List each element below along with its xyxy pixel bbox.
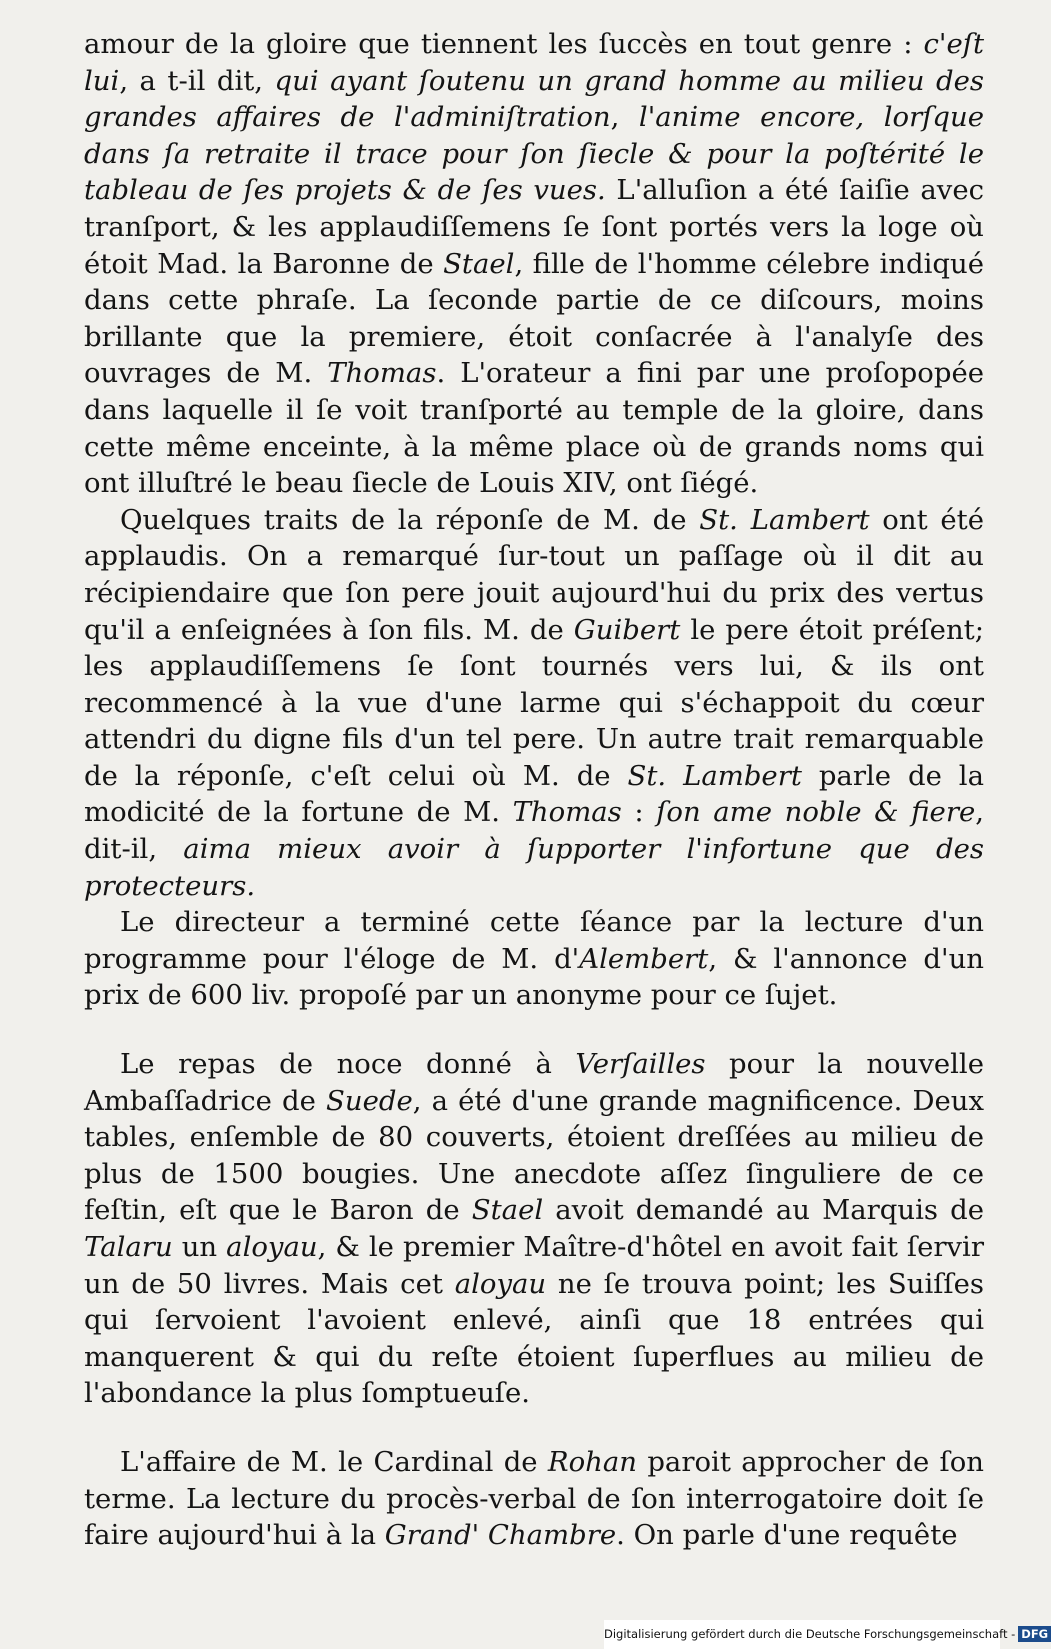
- paragraph-1: amour de la gloire que tiennent les ſuccès en tout genre : c'eſt lui, a t-il dit, qui ayant ſoutenu un grand homme au milieu des grandes affaires de l'adminiſtration, l'anime encore, lorſque dans ſa retraite il trace pour ſon ſiecle & pour la poſtérité le tableau de ſes projets & de ſes vues. L'alluſion a été ſaiſie avec tranſport, & les applaudiſſemens ſe ſont portés vers la loge où étoit Mad. la Baronne de Stael, fille de l'homme célebre indiqué dans cette phraſe. La ſeconde partie de ce diſcours, moins brillante que la premiere, étoit conſacrée à l'analyſe des ouvrages de M. Thomas. L'orateur a fini par une proſopopée dans laquelle il ſe voit tranſporté au temple de la gloire, dans cette même enceinte, à la même place où de grands noms qui ont illuſtré le beau ſiecle de Louis XIV, ont ſiégé.: [84, 28, 984, 500]
- digitization-footer: [604, 1620, 1049, 1649]
- paragraph-3: Le directeur a terminé cette ſéance par la lecture d'un programme pour l'éloge de M. d'Alembert, & l'annonce d'un prix de 600 liv. propoſé par un anonyme pour ce ſujet.: [84, 906, 984, 1012]
- paragraph-5: L'affaire de M. le Cardinal de Rohan paroit approcher de ſon terme. La lecture du procès-verbal de ſon interrogatoire doit ſe faire aujourd'hui à la Grand' Chambre. On parle d'une requête: [84, 1445, 984, 1552]
- dfg-logo: DFG: [1018, 1626, 1051, 1642]
- paragraph-2: Quelques traits de la réponſe de M. de St. Lambert ont été applaudis. On a remarqué ſur-tout un paſſage où il dit au récipiendaire que ſon pere jouit aujourd'hui du prix des vertus qu'il a enſeignées à ſon fils. M. de Guibert le pere étoit préſent; les applaudiſſemens ſe ſont tournés vers lui, & ils ont recommencé à la vue d'une larme qui s'échappoit du cœur attendri du digne fils d'un tel pere. Un autre trait remarquable de la réponſe, c'eſt celui où M. de St. Lambert parle de la modicité de la fortune de M. Thomas : ſon ame noble & fiere, dit-il, aima mieux avoir à ſupporter l'infortune que des protecteurs.: [84, 503, 985, 902]
- footer-credit-text: Digitalisierung gefördert durch die Deutsche Forschungsgemeinschaft -: [604, 1627, 1016, 1641]
- paragraph-4: Le repas de noce donné à Verſailles pour la nouvelle Ambaſſadrice de Suede, a été d'une grande magnificence. Deux tables, enſemble de 80 couverts, étoient dreſſées au milieu de plus de 1500 bougies. Une anecdote aſſez ſinguliere de ce feſtin, eſt que le Baron de Stael avoit demandé au Marquis de Talaru un aloyau, & le premier Maître-d'hôtel en avoit fait ſervir un de 50 livres. Mais cet aloyau ne ſe trouva point; les Suiſſes qui ſervoient l'avoient enlevé, ainſi que 18 entrées qui manquerent & qui du reſte étoient ſuperflues au milieu de l'abondance la plus ſomptueuſe.: [84, 1048, 985, 1410]
